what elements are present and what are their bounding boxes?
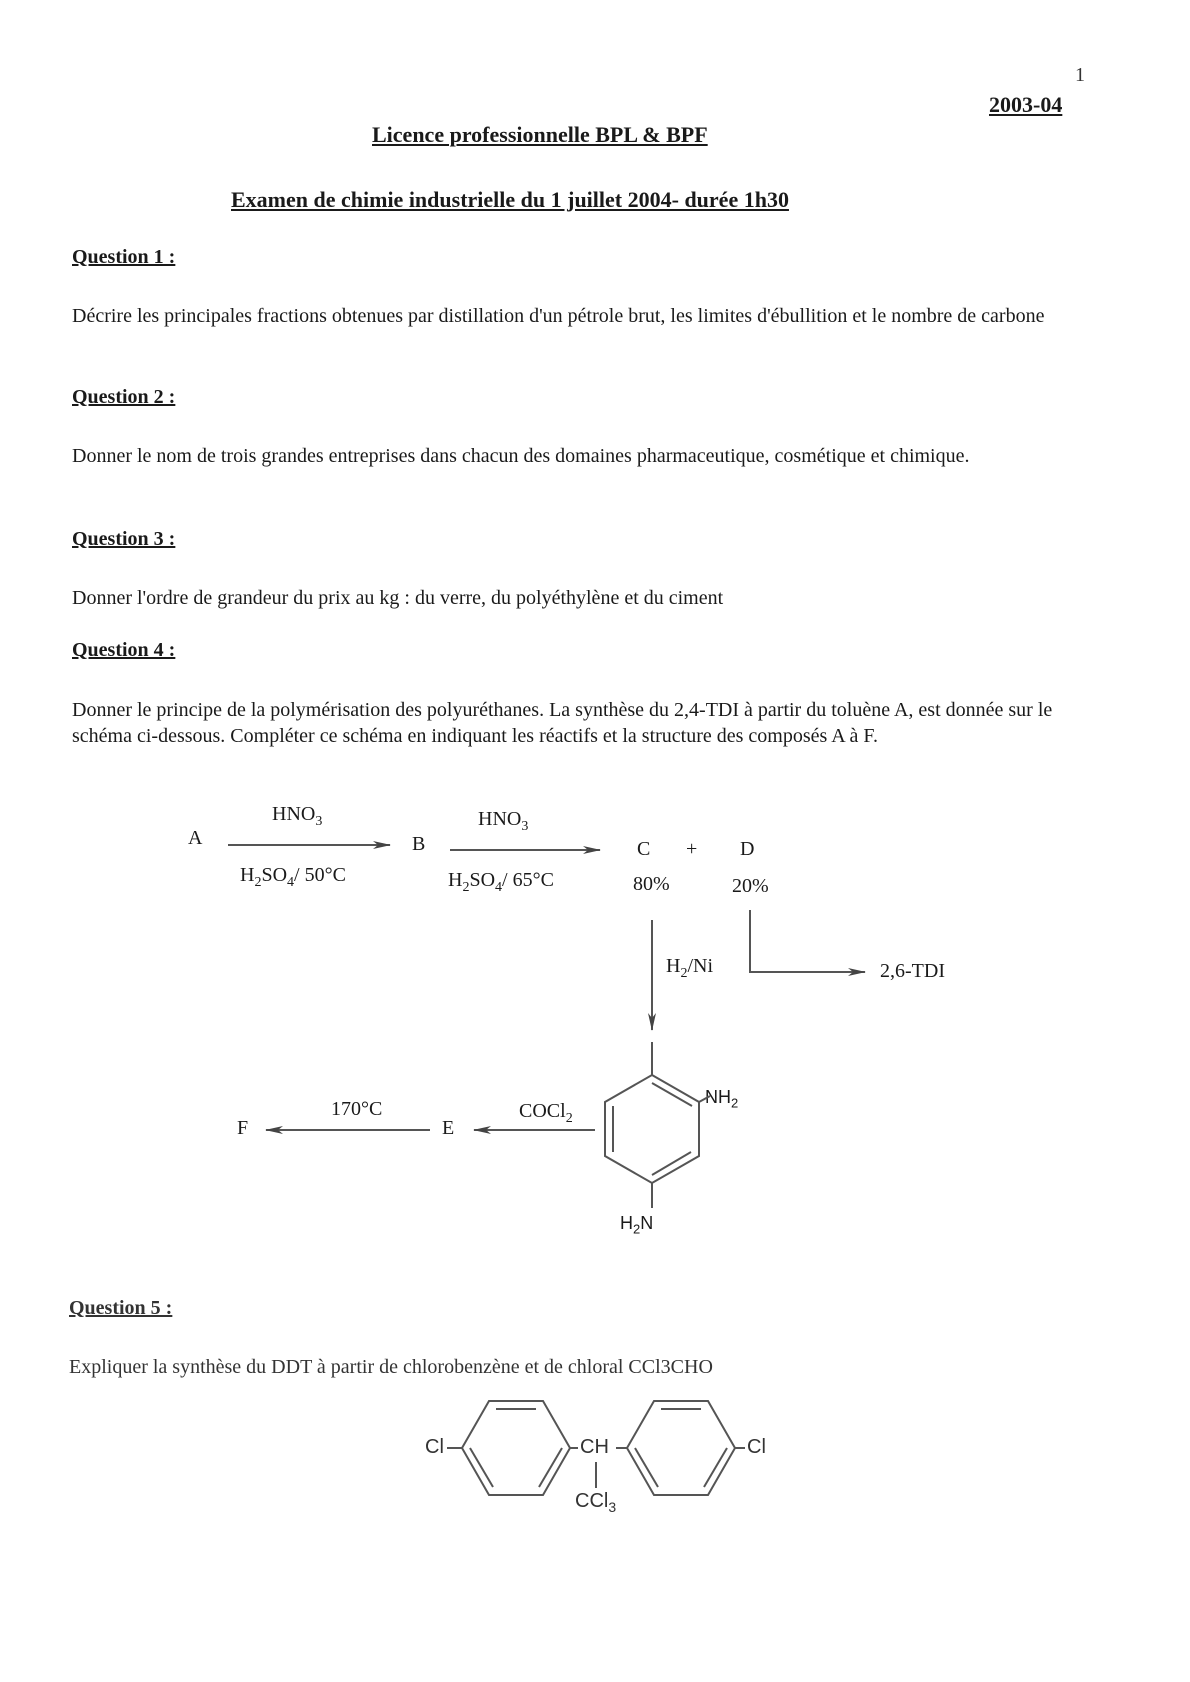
heating-condition: 170°C: [331, 1098, 383, 1120]
step2-conditions: $H_2SO_4/$ 65°C: [448, 869, 554, 895]
ddt-ccl3: CCl$_3$: [575, 1490, 617, 1515]
question-4-heading: Question 4 :: [72, 639, 176, 661]
compound-B: B: [412, 833, 426, 855]
ddt-ch: CH: [580, 1436, 609, 1458]
ddt-cl-left: Cl: [425, 1436, 444, 1458]
document-title: Licence professionnelle BPL & BPF: [372, 122, 708, 147]
compound-F: F: [237, 1117, 249, 1139]
compound-E: E: [442, 1117, 455, 1139]
diaminotoluene-structure: [605, 1042, 710, 1208]
question-3-heading: Question 3 :: [72, 528, 176, 550]
document-year: 2003-04: [989, 92, 1063, 117]
compound-D: D: [740, 838, 755, 860]
question-1-heading: Question 1 :: [72, 246, 176, 268]
plus-sign: +: [686, 838, 698, 860]
ddt-cl-right: Cl: [747, 1436, 766, 1458]
compound-C: C: [637, 838, 651, 860]
compound-D-yield: 20%: [732, 875, 769, 897]
question-3-text: Donner l'ordre de grandeur du prix au kg : du verre, du polyéthylène et du ciment: [72, 587, 724, 609]
hydrogenation-reagent: $H_2/Ni$: [666, 955, 714, 981]
question-5-text: Expliquer la synthèse du DDT à partir de chlorobenzène et de chloral CCl3CHO: [69, 1356, 713, 1378]
arrow-D-to-2-6-TDI: [750, 910, 865, 972]
page-number: 1: [1075, 64, 1085, 86]
product-2-6-TDI: 2,6-TDI: [880, 960, 945, 982]
step1-conditions: $H_2SO_4/$ 50°C: [240, 864, 346, 890]
question-2-heading: Question 2 :: [72, 386, 176, 408]
phosgene-reagent: COCl$_2$: [519, 1100, 573, 1126]
compound-A: A: [188, 827, 203, 849]
step2-reagent: $HNO_3$: [478, 808, 529, 834]
exam-subtitle: Examen de chimie industrielle du 1 juillet 2004- durée 1h30: [231, 187, 789, 212]
question-4-text: Donner le principe de la polymérisation des polyuréthanes. La synthèse du 2,4-TDI à partir du toluène A, est donnée sur le schéma ci-dessous. Compléter ce schéma en indiquant les réactifs et la structure des composés A à F.: [72, 699, 1053, 747]
question-2-text: Donner le nom de trois grandes entreprises dans chacun des domaines pharmaceutique, cosmétique et chimique.: [72, 445, 970, 467]
amine-group-NH2: $NH_2$: [705, 1087, 739, 1111]
question-5-heading: Question 5 :: [69, 1297, 173, 1319]
step1-reagent: $HNO_3$: [272, 803, 323, 829]
question-1-text: Décrire les principales fractions obtenues par distillation d'un pétrole brut, les limites d'ébullition et le nombre de carbone: [72, 305, 1045, 327]
amine-group-H2N: $H_2N$: [620, 1213, 654, 1237]
compound-C-yield: 80%: [633, 873, 670, 895]
